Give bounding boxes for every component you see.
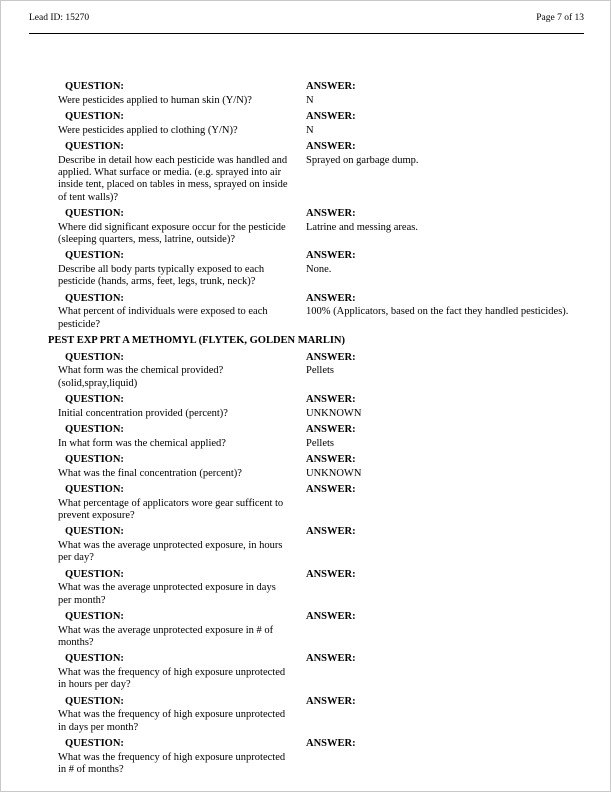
page-number: Page 7 of 13 — [536, 13, 584, 23]
page-header — [29, 13, 584, 23]
answer-text — [306, 709, 582, 721]
qa-item — [58, 611, 582, 649]
answer-label: ANSWER: — [306, 653, 356, 665]
answer-column — [306, 569, 582, 607]
qa-item — [58, 526, 582, 564]
answer-text — [306, 625, 582, 637]
question-column — [58, 81, 306, 107]
question-text: What percent of individuals were exposed to each pesticide? — [58, 306, 268, 330]
answer-label: ANSWER: — [306, 483, 356, 495]
question-label: QUESTION: — [65, 610, 124, 622]
question-label: QUESTION: — [65, 208, 124, 220]
answer-column — [306, 611, 582, 649]
answer-column — [306, 526, 582, 564]
answer-text — [306, 582, 582, 594]
answer-column — [306, 141, 582, 204]
question-column — [58, 293, 306, 331]
question-label: QUESTION: — [65, 737, 124, 749]
section-header: PEST EXP PRT A METHOMYL (FLYTEK, GOLDEN MARLIN) — [48, 335, 345, 347]
qa-item — [58, 208, 582, 246]
qa-item — [58, 569, 582, 607]
answer-text: Pellets — [306, 437, 334, 449]
answer-text — [306, 752, 582, 764]
question-text: Describe all body parts typically exposed to each pesticide (hands, arms, feet, legs, trunk, neck)? — [58, 263, 265, 288]
question-text: What was the frequency of high exposure unprotected in hours per day? — [58, 666, 286, 691]
qa-item — [58, 111, 582, 137]
question-text: Describe in detail how each pesticide was handled and applied. What surface or media. (e.g. sprayed into air inside tent, placed on tables in mess, sprayed on inside of tent walls)? — [58, 154, 288, 203]
answer-column — [306, 250, 582, 288]
question-text: What percentage of applicators wore gear sufficent to prevent exposure? — [58, 497, 284, 521]
question-column — [58, 394, 306, 420]
question-text: What was the average unprotected exposure in # of months? — [58, 624, 274, 648]
question-column — [58, 424, 306, 450]
answer-text: Pellets — [306, 365, 334, 377]
question-column — [58, 352, 306, 390]
qa-item — [58, 394, 582, 420]
qa-item — [58, 141, 582, 204]
question-text: What was the frequency of high exposure unprotected in days per month? — [58, 709, 286, 733]
answer-text — [306, 667, 582, 679]
question-label: QUESTION: — [65, 250, 124, 262]
answer-label: ANSWER: — [306, 453, 356, 465]
question-label: QUESTION: — [65, 81, 124, 92]
question-text: Where did significant exposure occur for the pesticide (sleeping quarters, mess, latrine, outside)? — [58, 221, 286, 245]
question-text: Were pesticides applied to human skin (Y/N)? — [58, 94, 252, 106]
question-label: QUESTION: — [65, 110, 124, 122]
qa-item — [58, 250, 582, 288]
answer-label: ANSWER: — [306, 526, 356, 538]
question-label: QUESTION: — [65, 526, 124, 538]
answer-label: ANSWER: — [306, 250, 356, 262]
answer-column — [306, 352, 582, 390]
answer-text: 100% (Applicators, based on the fact they handled pesticides). — [306, 306, 569, 318]
answer-text: None. — [306, 263, 332, 275]
question-column — [58, 141, 306, 204]
question-column — [58, 250, 306, 288]
answer-text: UNKNOWN — [306, 467, 362, 479]
answer-column — [306, 696, 582, 734]
answer-text: Sprayed on garbage dump. — [306, 154, 419, 166]
question-column — [58, 208, 306, 246]
answer-text: N — [306, 124, 314, 136]
answer-column — [306, 653, 582, 691]
answer-label: ANSWER: — [306, 292, 356, 304]
question-label: QUESTION: — [65, 423, 124, 435]
question-column — [58, 111, 306, 137]
question-label: QUESTION: — [65, 394, 124, 405]
qa-item — [58, 696, 582, 734]
answer-label: ANSWER: — [306, 568, 356, 580]
header-divider — [29, 33, 584, 34]
answer-label: ANSWER: — [306, 208, 356, 220]
qa-item — [58, 738, 582, 776]
question-label: QUESTION: — [65, 292, 124, 304]
answer-label: ANSWER: — [306, 737, 356, 749]
question-label: QUESTION: — [65, 351, 124, 363]
question-label: QUESTION: — [65, 483, 124, 495]
answer-text: N — [306, 94, 314, 106]
question-column — [58, 738, 306, 776]
question-label: QUESTION: — [65, 140, 124, 152]
answer-text — [306, 498, 582, 510]
question-text: What was the average unprotected exposure, in hours per day? — [58, 539, 283, 564]
lead-id: Lead ID: 15270 — [29, 13, 90, 23]
answer-text: Latrine and messing areas. — [306, 221, 418, 233]
question-text: What was the final concentration (percent)? — [58, 467, 242, 479]
answer-label: ANSWER: — [306, 81, 356, 92]
answer-label: ANSWER: — [306, 351, 356, 363]
question-label: QUESTION: — [65, 568, 124, 580]
question-text: What was the frequency of high exposure unprotected in # of months? — [58, 751, 286, 775]
question-column — [58, 653, 306, 691]
answer-column — [306, 81, 582, 107]
question-column — [58, 569, 306, 607]
question-column — [58, 526, 306, 564]
question-column — [58, 696, 306, 734]
answer-column — [306, 424, 582, 450]
answer-label: ANSWER: — [306, 140, 356, 152]
answer-column — [306, 111, 582, 137]
question-text: What form was the chemical provided?(solid,spray,liquid) — [58, 365, 224, 389]
question-column — [58, 484, 306, 522]
question-label: QUESTION: — [65, 653, 124, 665]
answer-column — [306, 484, 582, 522]
question-column — [58, 454, 306, 480]
question-text: Were pesticides applied to clothing (Y/N)? — [58, 124, 238, 136]
answer-column — [306, 454, 582, 480]
question-text: What was the average unprotected exposure in days per month? — [58, 582, 276, 606]
answer-label: ANSWER: — [306, 423, 356, 435]
qa-item — [58, 653, 582, 691]
answer-label: ANSWER: — [306, 394, 356, 405]
answer-label: ANSWER: — [306, 610, 356, 622]
question-text: In what form was the chemical applied? — [58, 437, 226, 449]
answer-text: UNKNOWN — [306, 407, 362, 419]
qa-item — [58, 352, 582, 390]
question-column — [58, 611, 306, 649]
answer-label: ANSWER: — [306, 695, 356, 707]
qa-item — [58, 424, 582, 450]
answer-column — [306, 293, 582, 331]
qa-item — [58, 484, 582, 522]
qa-item — [58, 454, 582, 480]
qa-item — [58, 293, 582, 331]
answer-text — [306, 540, 582, 552]
qa-item — [58, 81, 582, 107]
question-label: QUESTION: — [65, 695, 124, 707]
answer-column — [306, 394, 582, 420]
answer-column — [306, 738, 582, 776]
qa-list — [48, 81, 582, 780]
question-label: QUESTION: — [65, 453, 124, 465]
question-text: Initial concentration provided (percent)? — [58, 407, 228, 419]
answer-label: ANSWER: — [306, 110, 356, 122]
answer-column — [306, 208, 582, 246]
